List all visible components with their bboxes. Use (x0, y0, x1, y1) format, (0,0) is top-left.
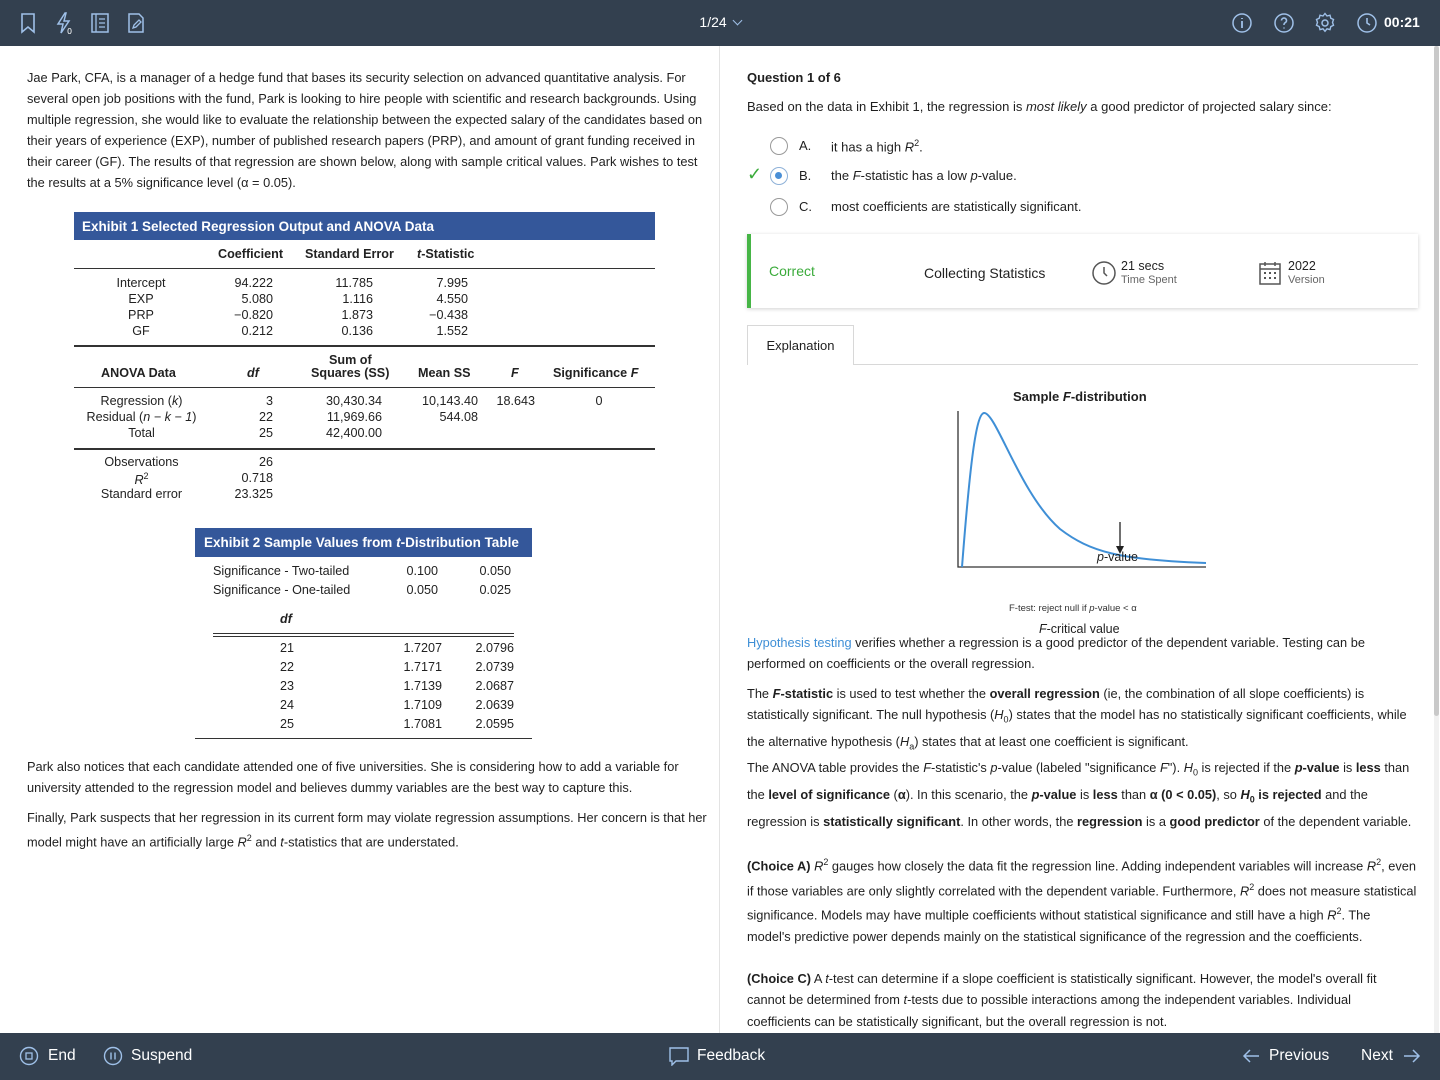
choice-b-radio[interactable] (770, 167, 788, 185)
passage-paragraph-3: Finally, Park suspects that her regression in its current form may violate regression assumptions. Her concern is that her model might have an artificially large $R^2$ and t-statistics that are understated. (27, 810, 707, 850)
divider (195, 738, 532, 739)
time-spent-value: 21 secs (1121, 259, 1165, 273)
t-table-value-2: 2.0796 (475, 641, 514, 655)
t-table-value-2: 2.0687 (475, 679, 514, 693)
divider (213, 633, 514, 634)
previous-button[interactable]: Previous (1269, 1047, 1330, 1064)
explanation-paragraph-3: The ANOVA table provides the F-statistic's p-value (labeled "significance F"). $H_0$ is rejected if the p-value is less than the level of significance (α). In this scenario, the p-value is less than α (0 < 0.05), so $H_0$ is rejected and the regression is statistically significant. In other words, the regression is a good predictor of the dependent variable. (747, 760, 1412, 829)
end-icon[interactable] (19, 1046, 39, 1066)
anova-header-label: ANOVA Data (101, 366, 176, 380)
stat-name: Observations (104, 455, 179, 469)
se-value: 11.785 (335, 276, 373, 290)
t-table-value-1: 1.7109 (403, 698, 442, 712)
anova-df: 25 (258, 426, 273, 440)
result-summary (747, 234, 1418, 308)
coef-value: 0.212 (241, 324, 273, 338)
scrollbar[interactable] (1434, 46, 1439, 1033)
se-value: 1.116 (342, 292, 373, 306)
calendar-icon (1258, 260, 1282, 286)
clock-icon (1355, 11, 1379, 35)
main-content (0, 46, 1440, 1033)
choice-letter: C. (799, 199, 812, 214)
divider (854, 364, 1418, 365)
divider (74, 387, 655, 388)
divider (74, 345, 655, 347)
anova-f: 18.643 (496, 394, 535, 408)
coef-row-name: Intercept (116, 276, 166, 290)
coef-row-name: PRP (128, 308, 154, 322)
col-header-coefficient: Coefficient (218, 247, 284, 261)
t-table-value-2: 2.0739 (475, 660, 514, 674)
t-table-df: 25 (279, 717, 294, 731)
info-icon[interactable] (1230, 11, 1254, 35)
anova-row-name: Regression (k) (100, 394, 183, 408)
anova-df: 22 (258, 410, 273, 424)
result-status: Correct (769, 263, 815, 279)
feedback-button[interactable]: Feedback (697, 1047, 766, 1064)
anova-ss: 42,400.00 (325, 426, 382, 440)
anova-header-ss-line2: Squares (SS) (311, 366, 390, 380)
sig-row-name: Significance - One-tailed (213, 583, 351, 597)
passage-panel (0, 46, 720, 1033)
t-value: 4.550 (436, 292, 468, 306)
t-table-df: 24 (279, 698, 294, 712)
sig-value-1: 0.100 (406, 564, 438, 578)
coef-row-name: EXP (128, 292, 154, 306)
anova-ss: 30,430.34 (325, 394, 382, 408)
sig-value-2: 0.050 (479, 564, 511, 578)
choice-c[interactable] (747, 196, 1407, 222)
f-critical-label: F-critical value (1039, 622, 1120, 636)
t-table-value-1: 1.7139 (403, 679, 442, 693)
notebook-icon[interactable] (88, 11, 112, 35)
coef-value: −0.820 (234, 308, 273, 322)
choice-a-radio[interactable] (770, 137, 788, 155)
t-table-value-1: 1.7081 (403, 717, 442, 731)
pvalue-label: p-value (1097, 550, 1138, 564)
coef-value: 5.080 (241, 292, 273, 306)
stat-value: 0.718 (241, 471, 273, 485)
t-table-df: 22 (279, 660, 294, 674)
col-header-standard-error: Standard Error (305, 247, 394, 261)
passage-paragraph-1: Jae Park, CFA, is a manager of a hedge fund that bases its security selection on advanced quantitative analysis. For several open job positions with the fund, Park is looking to hire people with scientific and research backgrounds. Using multiple regression, she would like to evaluate the relationship between the expected salary of the candidates based on their years of experience (EXP), number of published research papers (PRP), and amount of grant funding received in their career (GF). The results of that regression are shown below, along with sample critical values. Park wishes to test the results at a 5% significance level (α = 0.05). (27, 70, 703, 190)
top-toolbar (0, 0, 1440, 46)
choice-a[interactable] (747, 135, 1407, 161)
anova-header-df: df (247, 366, 259, 380)
sig-value-2: 0.025 (479, 583, 511, 597)
time-spent-label: Time Spent (1121, 274, 1177, 286)
choice-c-radio[interactable] (770, 198, 788, 216)
anova-df: 3 (265, 394, 273, 408)
anova-row-name: Residual (n − k − 1) (86, 410, 197, 424)
passage-paragraph-2: Park also notices that each candidate attended one of five universities. She is considering how to add a variable for university attended to the regression model and believes dummy variables are the best way to capture this. (27, 759, 679, 795)
coef-value: 94.222 (234, 276, 273, 290)
t-table-value-2: 2.0639 (475, 698, 514, 712)
divider (74, 268, 655, 269)
tab-explanation[interactable]: Explanation (747, 325, 854, 365)
choice-text: it has a high $R^2$. (831, 138, 923, 155)
bottom-toolbar (0, 1033, 1440, 1080)
df-label: df (280, 612, 292, 626)
question-navigator[interactable] (680, 14, 760, 30)
suspend-button[interactable]: Suspend (131, 1047, 193, 1064)
col-header-t-statistic: t-Statistic (417, 247, 475, 261)
divider (74, 448, 655, 450)
divider (213, 636, 514, 637)
feedback-icon[interactable] (668, 1046, 690, 1066)
anova-ss: 11,969.66 (326, 410, 382, 424)
t-table-df: 21 (279, 641, 294, 655)
choice-b[interactable] (747, 165, 1407, 191)
end-button[interactable]: End (48, 1047, 76, 1064)
se-value: 0.136 (341, 324, 373, 338)
scrollbar-thumb[interactable] (1434, 46, 1439, 716)
explanation-choice-c: (Choice C) A t-test can determine if a slope coefficient is statistically significant. However, the model's overall fit cannot be determined from t-tests due to possible interactions among the independent variables. Individual coefficients can be statistically significant, but the overall regression is not. (747, 971, 1377, 1029)
t-table-df: 23 (279, 679, 294, 693)
f-distribution-figure (940, 384, 1230, 636)
flashcard-icon[interactable] (52, 11, 76, 35)
exhibit-2-title: Exhibit 2 Sample Values from t-Distribution Table (195, 528, 532, 557)
figure-title: Sample F-distribution (1013, 389, 1147, 404)
exhibit-1-title: Exhibit 1 Selected Regression Output and ANOVA Data (74, 212, 655, 240)
bookmark-icon[interactable] (16, 11, 40, 35)
stat-name: $R^2$ (134, 471, 149, 488)
choice-letter: A. (799, 138, 812, 153)
t-value: 1.552 (436, 324, 468, 338)
version-value: 2022 (1288, 259, 1316, 273)
explanation-paragraph-2: The F-statistic is used to test whether the overall regression (ie, the combination of all slope coefficients) is statistically significant. The null hypothesis $(H_0)$ states that the model has no statistically significant coefficients, while the alternative hypothesis $(H_a)$ states that at least one coefficient is significant. (747, 686, 1407, 752)
t-table-value-1: 1.7171 (403, 660, 442, 674)
anova-row-name: Total (128, 426, 155, 440)
anova-ms: 544.08 (439, 410, 478, 424)
hypothesis-testing-link[interactable]: Hypothesis testing (747, 635, 852, 650)
choice-text: most coefficients are statistically significant. (831, 199, 1082, 214)
choice-letter: B. (799, 168, 812, 183)
anova-header-f: F (511, 366, 519, 380)
choice-text: the F-statistic has a low p-value. (831, 168, 1017, 183)
se-value: 1.873 (341, 308, 373, 322)
stat-name: Standard error (100, 487, 183, 501)
arrow-left-icon[interactable] (1241, 1046, 1261, 1066)
settings-icon[interactable] (1313, 11, 1337, 35)
anova-header-significance-f: Significance F (553, 366, 639, 380)
clock-icon (1091, 260, 1117, 286)
f-distribution-plot (940, 384, 1230, 624)
svg-text:0: 0 (67, 27, 73, 35)
anova-header-ss-line1: Sum of (329, 353, 372, 367)
stat-value: 23.325 (234, 487, 273, 501)
edit-icon[interactable] (124, 11, 148, 35)
t-value: 7.995 (436, 276, 468, 290)
f-density-curve (962, 413, 1206, 567)
figure-caption: F-test: reject null if p-value < α (1009, 603, 1137, 614)
anova-ms: 10,143.40 (421, 394, 478, 408)
sig-value-1: 0.050 (406, 583, 438, 597)
result-topic: Collecting Statistics (924, 265, 1046, 281)
sig-row-name: Significance - Two-tailed (213, 564, 350, 578)
explanation-paragraph-1: Hypothesis testing verifies whether a regression is a good predictor of the dependent variable. Testing can be performed on coefficients or the overall regression. (747, 635, 1365, 672)
anova-sig: 0 (595, 394, 603, 408)
correct-check-icon: ✓ (747, 164, 763, 184)
t-table-value-1: 1.7207 (403, 641, 442, 655)
next-button[interactable]: Next (1361, 1047, 1393, 1064)
question-stem: Based on the data in Exhibit 1, the regression is most likely a good predictor of projected salary since: (747, 99, 1332, 114)
coef-row-name: GF (132, 324, 150, 338)
timer: 00:21 (1384, 14, 1420, 30)
version-label: Version (1288, 274, 1325, 286)
chevron-down-icon (732, 16, 742, 26)
explanation-choice-a: (Choice A) $R^2$ gauges how closely the data fit the regression line. Adding independent variables will increase $R^2$, even if those variables are only slightly correlated with the dependent variable. Furthermore, $R^2$ does not measure statistical significance. Models may have multiple coefficients without statistical significance and still have a high $R^2$. The model's predictive power depends mainly on the statistical significance of the regression and the coefficients. (747, 857, 1417, 944)
suspend-icon[interactable] (103, 1046, 123, 1066)
arrow-right-icon[interactable] (1402, 1046, 1422, 1066)
stat-value: 26 (258, 455, 273, 469)
question-header: Question 1 of 6 (747, 70, 841, 85)
anova-header-ms: Mean SS (418, 366, 471, 380)
t-table-value-2: 2.0595 (475, 717, 514, 731)
help-icon[interactable] (1272, 11, 1296, 35)
question-number: 1/24 (699, 14, 727, 30)
t-value: −0.438 (429, 308, 468, 322)
